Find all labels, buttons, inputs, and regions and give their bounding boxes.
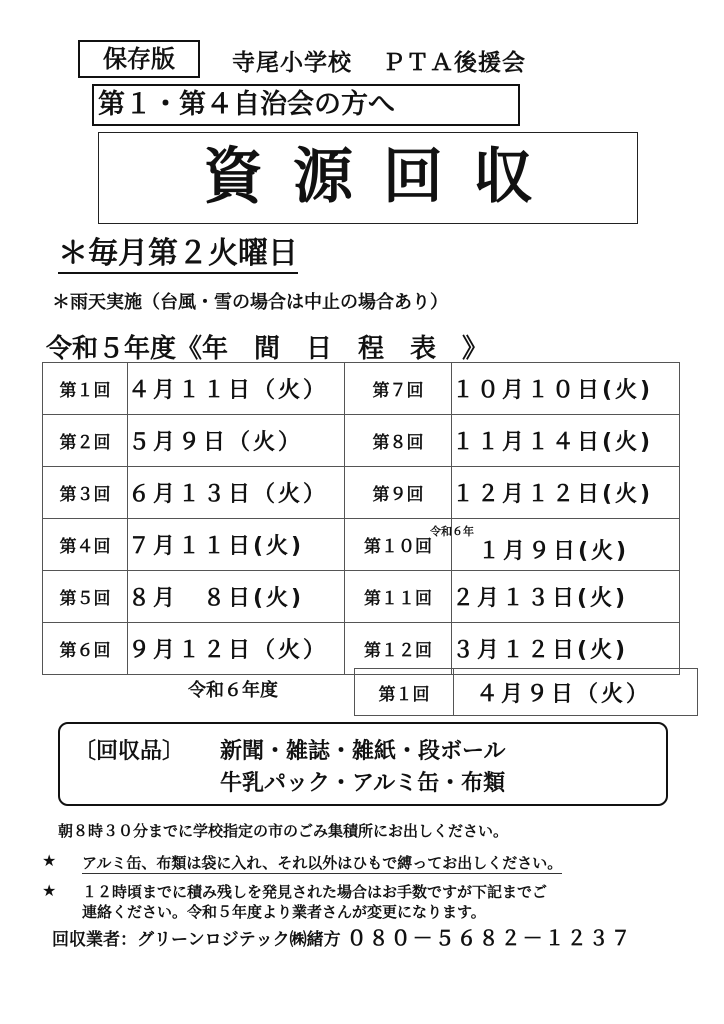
round-date: ６月１３日（火） xyxy=(128,467,345,519)
edition-tag: 保存版 xyxy=(78,40,200,78)
leftover-line-2: 連絡ください。令和５年度より業者さんが変更になります。 xyxy=(82,903,486,921)
table-row xyxy=(43,467,680,519)
organization-line xyxy=(232,44,526,77)
bagging-note: アルミ缶、布類は袋に入れ、それ以外はひもで縛ってお出しください。 xyxy=(82,854,563,872)
round-date: ２月１３日(火) xyxy=(452,571,680,623)
round-number: 第９回 xyxy=(345,467,452,519)
table-row xyxy=(43,571,680,623)
round-date: １０月１０日(火) xyxy=(452,363,680,415)
main-title: 資源回収 xyxy=(98,132,638,224)
round-date: １月９日(火) xyxy=(478,538,630,564)
leftover-note xyxy=(82,882,692,922)
items-line-2: 牛乳パック・アルミ缶・布類 xyxy=(220,771,506,796)
leftover-line-1: １２時頃までに積み残しを発見された場合はお手数ですが下記までご xyxy=(82,883,548,901)
round-number: 第５回 xyxy=(43,571,128,623)
items-line-1: 新聞・雑誌・雑紙・段ボール xyxy=(220,739,506,764)
association-name: ＰＴＡ後援会 xyxy=(382,50,526,76)
round-number: 第１回 xyxy=(355,669,454,716)
table-title xyxy=(46,328,488,365)
audience-heading: 第１・第４自治会の方へ xyxy=(92,84,520,126)
star-icon: ★ xyxy=(42,881,57,900)
schedule-table xyxy=(42,362,680,675)
round-date: ５月９日（火） xyxy=(128,415,345,467)
contractor-label: 回収業者：グリーンロジテック㈱緒方 xyxy=(52,930,341,950)
contractor-line xyxy=(52,922,633,951)
rain-note: ＊雨天実施（台風・雪の場合は中止の場合あり） xyxy=(52,292,448,313)
star-icon: ★ xyxy=(42,851,57,870)
collected-items-box xyxy=(58,722,668,806)
contractor-phone: ０８０－５６８２－１２３７ xyxy=(346,926,633,950)
table-row xyxy=(43,623,680,675)
round-date: ４月１１日（火） xyxy=(128,363,345,415)
schedule-rule: ＊毎月第２火曜日 xyxy=(58,228,298,274)
round-number: 第３回 xyxy=(43,467,128,519)
round-date: ３月１２日(火) xyxy=(452,623,680,675)
round-date-with-era xyxy=(430,519,680,571)
round-date: １１月１４日(火) xyxy=(452,415,680,467)
table-row xyxy=(43,415,680,467)
deadline-note: 朝８時３０分までに学校指定の市のごみ集積所にお出しください。 xyxy=(58,822,509,840)
round-number: 第１回 xyxy=(43,363,128,415)
round-number: 第８回 xyxy=(345,415,452,467)
round-number: 第１２回 xyxy=(345,623,452,675)
round-number: 第６回 xyxy=(43,623,128,675)
table-row xyxy=(43,519,680,571)
next-year-table xyxy=(354,668,698,716)
school-name: 寺尾小学校 xyxy=(232,50,352,76)
table-title-main: 年間日程表 xyxy=(202,334,463,364)
round-number: 第１０回 xyxy=(345,519,452,571)
table-row xyxy=(355,669,698,716)
round-number: 第１１回 xyxy=(345,571,452,623)
round-date: １２月１２日(火) xyxy=(452,467,680,519)
round-number: 第４回 xyxy=(43,519,128,571)
round-date: ４月９日（火） xyxy=(454,669,698,716)
table-row xyxy=(43,363,680,415)
table-title-prefix: 令和５年度《 xyxy=(46,334,203,364)
items-label: 〔回収品〕 xyxy=(74,739,185,764)
round-date: ８月 ８日(火) xyxy=(128,571,345,623)
round-date: ９月１２日（火） xyxy=(128,623,345,675)
round-number: 第７回 xyxy=(345,363,452,415)
table-title-suffix: 》 xyxy=(462,334,489,364)
round-number: 第２回 xyxy=(43,415,128,467)
round-date: ７月１１日(火) xyxy=(128,519,345,571)
era-note: 令和６年 xyxy=(430,524,474,538)
next-year-label: 令和６年度 xyxy=(188,680,278,701)
